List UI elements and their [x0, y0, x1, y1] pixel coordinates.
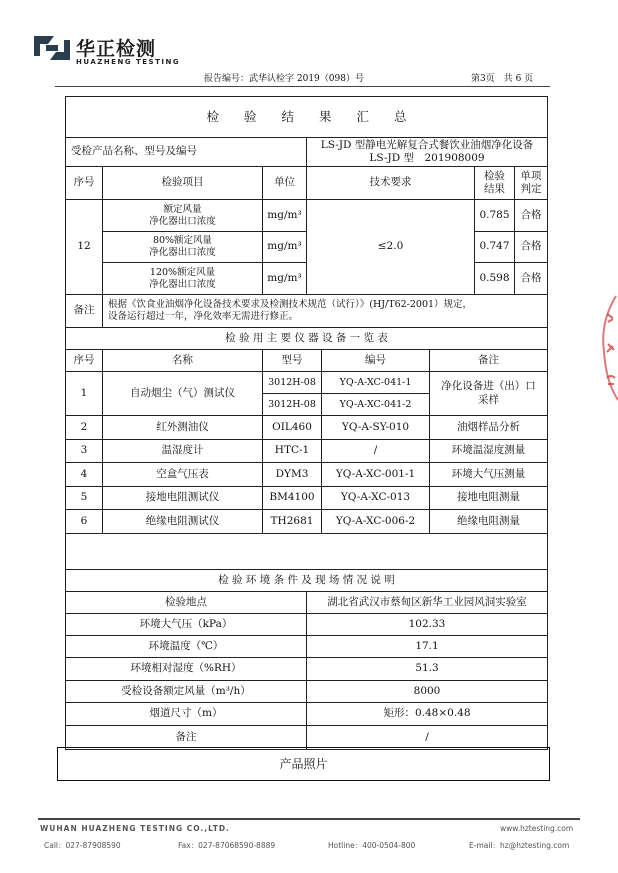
test-item-line1: 120%额定风量	[149, 266, 216, 278]
env-label: 检验地点	[66, 592, 307, 614]
table-row	[66, 440, 548, 463]
inst-model: HTC-1	[263, 440, 322, 463]
inst-remark-line2: 采样	[478, 393, 499, 406]
blank-row	[66, 534, 548, 570]
header-judgement	[515, 167, 548, 200]
inst-code: YQ-A-XC-041-2	[322, 394, 430, 416]
test-item-line1: 80%额定风量	[152, 235, 213, 247]
inst-no: 1	[66, 372, 103, 416]
inst-remark: 绝缘电阻测量	[430, 510, 548, 534]
remark-text	[103, 295, 548, 328]
inst-model: OIL460	[263, 416, 322, 440]
unit-cell: mg/m³	[263, 232, 307, 263]
result-cell: 0.747	[475, 232, 515, 263]
header-unit: 单位	[263, 167, 307, 200]
table-row	[66, 487, 548, 510]
footer-fax: Fax：027-87068590-8889	[178, 841, 276, 850]
result-cell: 0.598	[475, 263, 515, 295]
footer-website: www.hztesting.com	[500, 824, 574, 833]
env-value: 51.3	[307, 658, 548, 681]
inst-header-model: 型号	[263, 350, 322, 372]
inst-header-remark: 备注	[430, 350, 548, 372]
result-cell: 0.785	[475, 200, 515, 232]
table-row	[66, 703, 548, 726]
table-row	[66, 510, 548, 534]
test-item	[103, 232, 263, 263]
remark-line2: 设备运行超过一年，净化效率无需进行修正。	[108, 311, 299, 322]
env-value: 102.33	[307, 614, 548, 636]
summary-title: 检 验 结 果 汇 总	[66, 97, 548, 138]
header-result	[475, 167, 515, 200]
footer-hotline: Hotline：400-0504-800	[328, 841, 416, 850]
table-row	[66, 592, 548, 614]
product-photo-section: 产品照片	[57, 747, 550, 781]
footer-company: WUHAN HUAZHENG TESTING CO.,LTD.	[40, 824, 230, 833]
huazheng-logo-icon	[32, 32, 72, 64]
table-row	[66, 726, 548, 750]
requirement-value: ≤2.0	[307, 200, 475, 295]
inst-name: 绝缘电阻测试仪	[103, 510, 263, 534]
test-item	[103, 200, 263, 232]
table-row	[66, 372, 548, 394]
product-value-line2: LS-JD 型 201908009	[369, 152, 485, 164]
inst-remark: 油烟样品分析	[430, 416, 548, 440]
inst-code: YQ-A-XC-001-1	[322, 463, 430, 487]
group-no: 12	[66, 200, 103, 295]
header-result-line1: 检验	[484, 169, 505, 182]
env-value: /	[307, 726, 548, 750]
footer-email: E-mail：hz@hztesting.com	[469, 841, 570, 850]
table-row	[66, 416, 548, 440]
header-judgement-line1: 单项	[520, 169, 542, 182]
inst-name: 红外测油仪	[103, 416, 263, 440]
inst-code: /	[322, 440, 430, 463]
header-item: 检验项目	[103, 167, 263, 200]
env-value: 8000	[307, 681, 548, 703]
page-indicator: 第3页 共 6 页	[471, 74, 534, 84]
env-value: 矩形：0.48×0.48	[307, 703, 548, 726]
env-value: 17.1	[307, 636, 548, 658]
env-label: 备注	[66, 726, 307, 750]
judgement-cell: 合格	[515, 232, 548, 263]
environment-title: 检 验 环 境 条 件 及 现 场 情 况 说 明	[66, 570, 548, 592]
env-value: 湖北省武汉市蔡甸区新华工业园风洞实验室	[307, 592, 548, 614]
inst-remark: 环境温湿度测量	[430, 440, 548, 463]
product-value	[307, 138, 548, 167]
report-number: 报告编号：武华认检字 2019（098）号	[204, 74, 364, 84]
inst-name: 空盒气压表	[103, 463, 263, 487]
remark-label: 备注	[66, 295, 103, 328]
header-divider	[55, 86, 550, 87]
inst-name: 温湿度计	[103, 440, 263, 463]
footer-divider	[38, 818, 580, 820]
product-label: 受检产品名称、型号及编号	[66, 138, 307, 167]
table-row	[66, 636, 548, 658]
judgement-cell: 合格	[515, 263, 548, 295]
inst-code: YQ-A-XC-006-2	[322, 510, 430, 534]
header-result-line2: 结果	[484, 183, 505, 195]
inst-header-no: 序号	[66, 350, 103, 372]
report-table	[65, 96, 548, 750]
test-item-line1: 额定风量	[163, 203, 202, 215]
instruments-title: 检 验 用 主 要 仪 器 设 备 一 览 表	[66, 328, 548, 350]
footer-call: Call：027-87908590	[44, 841, 121, 850]
header-no: 序号	[66, 167, 103, 200]
env-label: 烟道尺寸（m）	[66, 703, 307, 726]
table-row	[66, 658, 548, 681]
inst-no: 2	[66, 416, 103, 440]
inst-header-code: 编号	[322, 350, 430, 372]
inst-name: 接地电阻测试仪	[103, 487, 263, 510]
inst-remark: 环境大气压测量	[430, 463, 548, 487]
env-label: 受检设备额定风量（m³/h）	[66, 681, 307, 703]
test-item-line2: 净化器出口浓度	[149, 247, 216, 258]
inst-remark-line1: 净化设备进（出）口	[441, 380, 536, 393]
table-row	[66, 681, 548, 703]
test-item-line2: 净化器出口浓度	[149, 215, 216, 227]
brand-name-cn: 华正检测	[76, 38, 157, 60]
product-value-line1: LS-JD 型静电光解复合式餐饮业油烟净化设备	[320, 138, 534, 151]
table-row	[66, 463, 548, 487]
inst-remark: 接地电阻测量	[430, 487, 548, 510]
unit-cell: mg/m³	[263, 200, 307, 232]
inst-model: 3012H-08	[263, 372, 322, 394]
table-row	[66, 200, 548, 232]
inst-no: 4	[66, 463, 103, 487]
inst-code: YQ-A-XC-013	[322, 487, 430, 510]
test-item-line2: 净化器出口浓度	[149, 278, 216, 290]
inst-model: DYM3	[263, 463, 322, 487]
inst-code: YQ-A-XC-041-1	[322, 372, 430, 394]
inst-code: YQ-A-SY-010	[322, 416, 430, 440]
test-item	[103, 263, 263, 295]
inst-header-name: 名称	[103, 350, 263, 372]
seal-stamp-icon	[598, 292, 618, 402]
header-judgement-line2: 判定	[520, 183, 542, 195]
brand-name-en: HUAZHENG TESTING	[76, 58, 181, 66]
inst-model: TH2681	[263, 510, 322, 534]
unit-cell: mg/m³	[263, 263, 307, 295]
judgement-cell: 合格	[515, 200, 548, 232]
inst-no: 6	[66, 510, 103, 534]
table-row	[66, 614, 548, 636]
inst-name: 自动烟尘（气）测试仪	[103, 372, 263, 416]
inst-remark	[430, 372, 548, 416]
env-label: 环境相对湿度（%RH）	[66, 658, 307, 681]
header-requirement: 技术要求	[307, 167, 475, 200]
env-label: 环境温度（℃）	[66, 636, 307, 658]
inst-no: 3	[66, 440, 103, 463]
inst-model: BM4100	[263, 487, 322, 510]
remark-line1: 根据《饮食业油烟净化设备技术要求及检测技术规范（试行）》(HJ/T62-2001）规定，	[108, 299, 473, 311]
inst-no: 5	[66, 487, 103, 510]
env-label: 环境大气压（kPa）	[66, 614, 307, 636]
inst-model: 3012H-08	[263, 394, 322, 416]
